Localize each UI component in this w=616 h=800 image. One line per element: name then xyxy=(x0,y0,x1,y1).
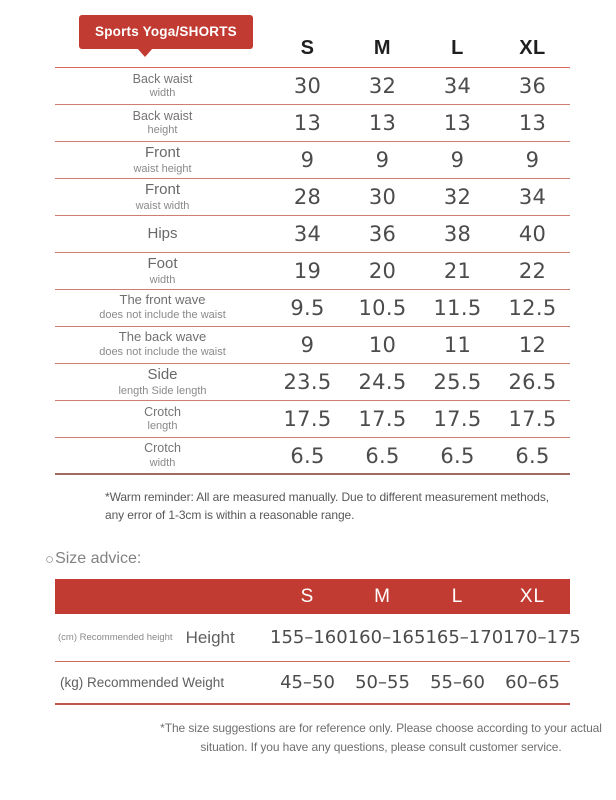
size-value-cell: 12 xyxy=(518,333,547,357)
size-value-cell: 9 xyxy=(450,148,465,172)
row-label xyxy=(55,441,270,470)
size-suggestion-note: *The size suggestions are for reference only. Please choose according to your actual situation. If you have any questions, please consult customer service. xyxy=(160,721,602,754)
size-value-cell: 13 xyxy=(443,111,472,135)
product-badge-label: Sports Yoga/SHORTS xyxy=(95,24,237,39)
size-value-cell: 40 xyxy=(518,222,547,246)
row-label xyxy=(55,225,270,242)
advice-column-header-xl: XL xyxy=(519,585,546,607)
table-row xyxy=(55,253,570,290)
row-label xyxy=(55,330,270,359)
size-advice-header-bar xyxy=(55,579,570,614)
size-value-cell: 13 xyxy=(368,111,397,135)
size-value-cell: 23.5 xyxy=(283,370,332,394)
row-label-line1: Side xyxy=(147,366,178,384)
size-advice-body xyxy=(55,614,581,705)
size-value-cell: 32 xyxy=(443,185,472,209)
size-table xyxy=(55,30,570,475)
size-value-cell: 6.5 xyxy=(290,443,325,468)
product-badge xyxy=(79,15,253,49)
row-label-line1: Back waist xyxy=(132,108,193,123)
advice-row-title: (kg) Recommended Weight xyxy=(60,675,225,690)
size-value-cell: 9.5 xyxy=(290,296,325,320)
advice-value-cell: 155–160 xyxy=(270,627,348,648)
advice-row xyxy=(55,662,570,705)
warm-reminder-note: *Warm reminder: All are measured manually. Due to different measurement methods, any error of 1-3cm is within a reasonable range. xyxy=(105,490,549,522)
advice-value-cell: 55–60 xyxy=(430,672,485,693)
size-value-cell: 6.5 xyxy=(365,443,400,468)
size-value-cell: 17.5 xyxy=(433,407,482,431)
row-label-line1: Front xyxy=(144,181,180,199)
size-value-cell: 9 xyxy=(525,148,540,172)
size-value-cell: 9 xyxy=(375,148,390,172)
row-label xyxy=(55,405,270,434)
size-value-cell: 36 xyxy=(518,74,547,98)
advice-value-cell: 170–175 xyxy=(503,627,581,648)
column-header-l: L xyxy=(451,37,464,59)
size-value-cell: 9 xyxy=(300,333,315,357)
row-label-line1: Foot xyxy=(147,255,178,273)
size-value-cell: 6.5 xyxy=(515,443,550,468)
size-advice-heading-label: Size advice: xyxy=(55,550,142,567)
size-value-cell: 24.5 xyxy=(358,370,407,394)
size-advice-heading xyxy=(45,550,616,568)
row-label-line2: width xyxy=(149,273,176,286)
size-value-cell: 11.5 xyxy=(433,296,482,320)
advice-row xyxy=(55,614,581,662)
advice-value-cell: 60–65 xyxy=(505,672,560,693)
size-value-cell: 22 xyxy=(518,259,547,283)
size-value-cell: 30 xyxy=(368,185,397,209)
size-value-cell: 32 xyxy=(368,74,397,98)
size-value-cell: 20 xyxy=(368,259,397,283)
size-value-cell: 38 xyxy=(443,222,472,246)
column-header-m: M xyxy=(373,37,392,59)
size-value-cell: 17.5 xyxy=(508,407,557,431)
size-value-cell: 10.5 xyxy=(358,296,407,320)
advice-row-title: Height xyxy=(185,627,235,647)
table-row xyxy=(55,142,570,179)
advice-column-header-m: M xyxy=(374,585,391,607)
row-label-line1: Crotch xyxy=(144,404,181,419)
column-header-s: S xyxy=(300,37,315,59)
row-label xyxy=(55,72,270,101)
size-value-cell: 13 xyxy=(293,111,322,135)
row-label-line2: height xyxy=(147,124,178,137)
size-value-cell: 19 xyxy=(293,259,322,283)
size-table-body xyxy=(55,68,570,475)
row-label-line2: does not include the waist xyxy=(99,346,226,359)
row-label-line2: waist height xyxy=(133,162,192,175)
size-value-cell: 6.5 xyxy=(440,443,475,468)
row-label-line1: The back wave xyxy=(118,329,207,345)
advice-value-cell: 50–55 xyxy=(355,672,410,693)
column-header-xl: XL xyxy=(519,37,546,59)
row-label xyxy=(55,109,270,138)
row-label xyxy=(55,255,270,286)
row-label xyxy=(55,366,270,397)
size-value-cell: 21 xyxy=(443,259,472,283)
advice-value-cell: 160–165 xyxy=(347,627,426,648)
circle-icon: ○ xyxy=(45,550,55,568)
row-label xyxy=(55,293,270,322)
advice-value-cell: 45–50 xyxy=(280,672,335,693)
size-value-cell: 17.5 xyxy=(358,407,407,431)
row-label xyxy=(55,181,270,212)
size-value-cell: 34 xyxy=(293,222,322,246)
row-label-line2: length xyxy=(147,420,178,433)
row-label xyxy=(55,144,270,175)
row-label-line1: Back waist xyxy=(132,71,193,86)
size-value-cell: 34 xyxy=(443,74,472,98)
row-label-line2: length Side length xyxy=(118,384,207,397)
size-value-cell: 26.5 xyxy=(508,370,557,394)
advice-column-header-l: L xyxy=(451,585,464,607)
size-advice-table xyxy=(55,579,581,705)
row-label-line2: does not include the waist xyxy=(99,309,226,322)
size-value-cell: 12.5 xyxy=(508,296,557,320)
size-value-cell: 10 xyxy=(368,333,397,357)
size-value-cell: 17.5 xyxy=(283,407,332,431)
advice-row-label xyxy=(55,628,270,648)
size-value-cell: 13 xyxy=(518,111,547,135)
size-value-cell: 11 xyxy=(443,333,472,357)
table-row xyxy=(55,438,570,475)
table-row xyxy=(55,401,570,438)
table-row xyxy=(55,364,570,401)
row-label-line1: Hips xyxy=(147,225,178,243)
table-row xyxy=(55,105,570,142)
row-label-line1: Crotch xyxy=(144,441,181,456)
size-value-cell: 34 xyxy=(518,185,547,209)
table-row xyxy=(55,327,570,364)
table-row xyxy=(55,216,570,253)
size-value-cell: 28 xyxy=(293,185,322,209)
row-label-line1: Front xyxy=(144,144,180,162)
table-row xyxy=(55,179,570,216)
table-row xyxy=(55,68,570,105)
advice-row-prefix: (cm) Recommended height xyxy=(58,632,173,643)
advice-row-label xyxy=(55,675,270,690)
advice-column-header-s: S xyxy=(300,585,315,607)
advice-value-cell: 165–170 xyxy=(425,627,504,648)
row-label-line2: width xyxy=(149,87,176,100)
table-row xyxy=(55,290,570,327)
size-value-cell: 25.5 xyxy=(433,370,482,394)
row-label-line2: width xyxy=(149,456,176,469)
size-value-cell: 36 xyxy=(368,222,397,246)
row-label-line2: waist width xyxy=(135,199,190,212)
size-value-cell: 9 xyxy=(300,148,315,172)
row-label-line1: The front wave xyxy=(119,292,206,308)
size-value-cell: 30 xyxy=(293,74,322,98)
